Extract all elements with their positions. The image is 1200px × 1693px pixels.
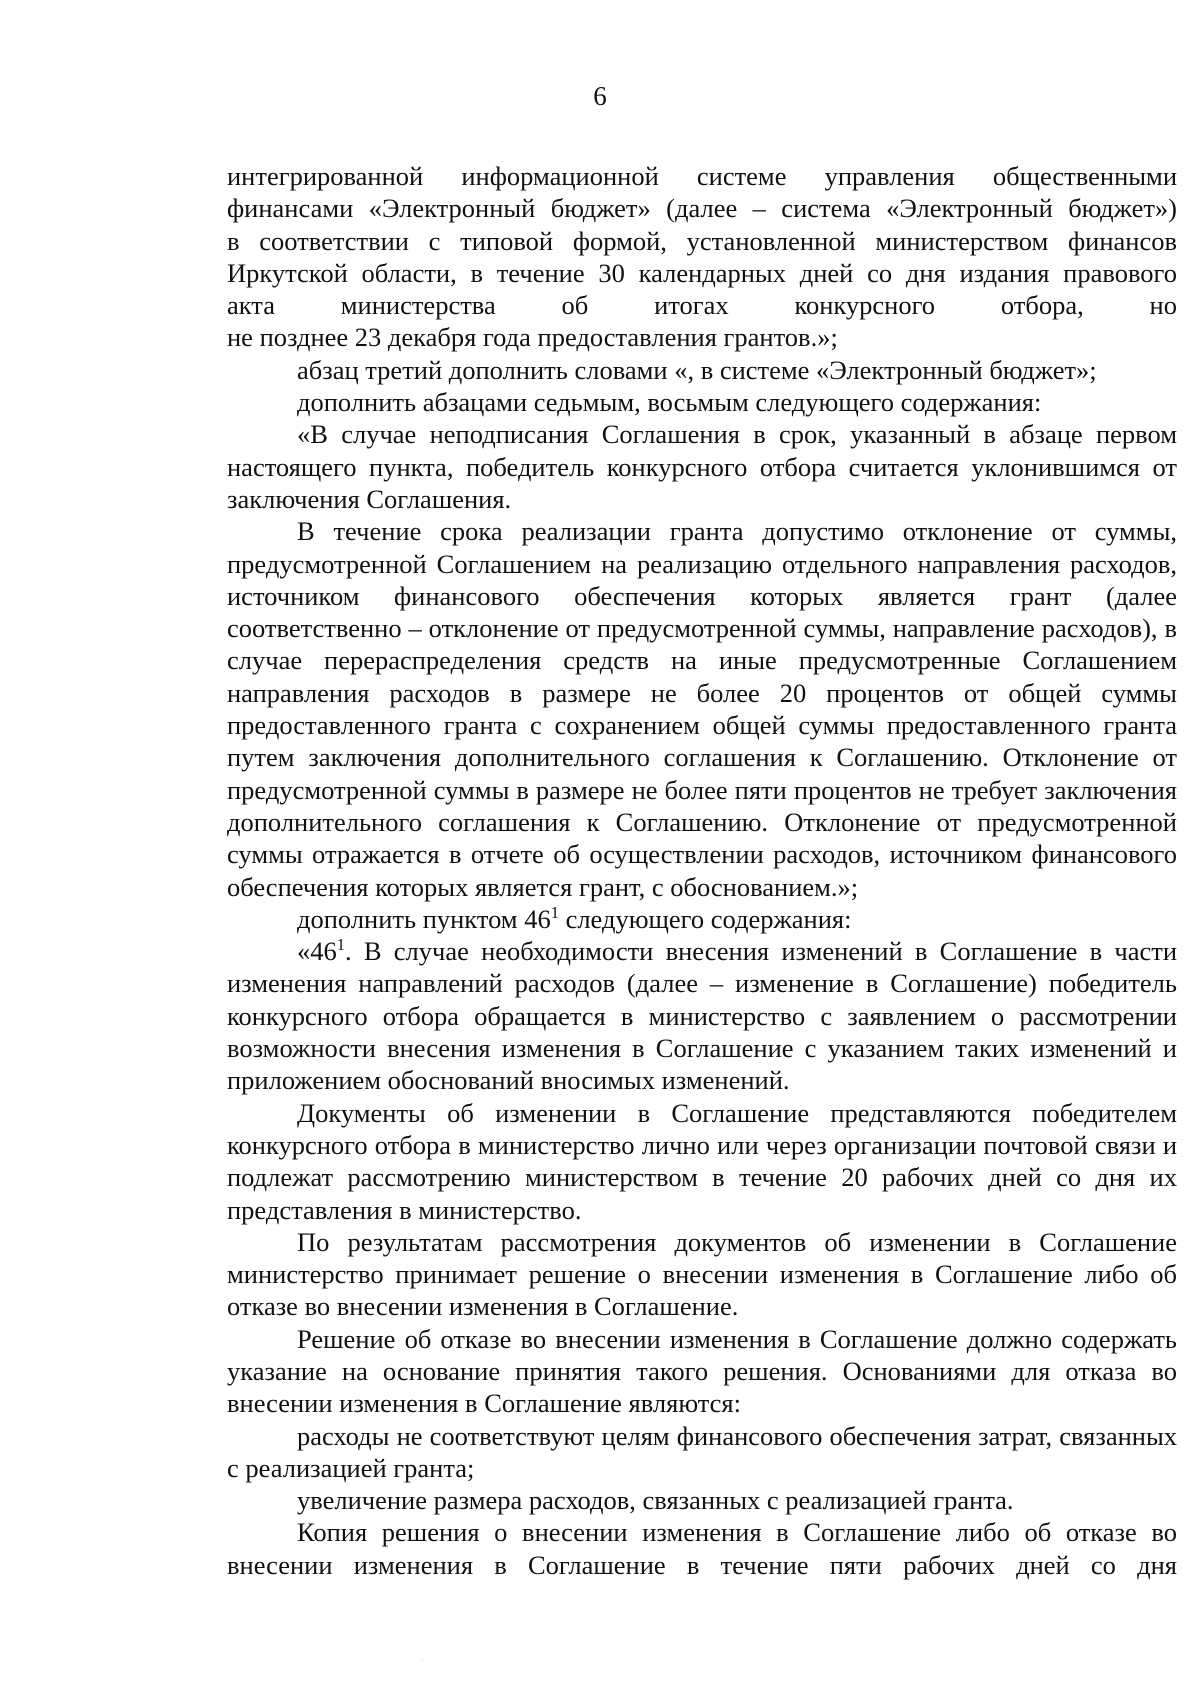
paragraph-text: дополнить пунктом 46 xyxy=(297,903,551,934)
paragraph: Документы об изменении в Соглашение представляются победителем конкурсного отбора в министерство лично или через организации почтовой связи и подлежат рассмотрению министерством в течение 20 рабочих дней со дня их представления в министерство. xyxy=(227,1097,1177,1225)
superscript: 1 xyxy=(550,902,559,922)
paragraph-text: . В случае необходимости внесения изменений в Соглашение в части изменения направлений расходов (далее – изменение в Соглашение) победитель конкурсного отбора обращается в министерство с заявлением о рассмотрении возможности внесения изменения в Соглашение с указанием таких изменений и приложением обоснований вносимых изменений. xyxy=(227,936,1177,1096)
text-line: акта министерства об итогах конкурсного отбора, но xyxy=(227,290,1177,321)
paragraph: дополнить абзацами седьмым, восьмым следующего содержания: xyxy=(297,387,1042,418)
paragraph-last: Копия решения о внесении изменения в Соглашение либо об отказе во внесении изменения в Соглашение в течение пяти рабочих дней со дня xyxy=(227,1517,1177,1580)
paragraph-text: «46 xyxy=(297,936,337,967)
paragraph-point-46-1 xyxy=(227,935,1177,1096)
document-body xyxy=(227,160,1177,1581)
text-line: Иркутской области, в течение 30 календарных дней со дня издания правового xyxy=(227,257,1177,288)
page-number: 6 xyxy=(593,81,607,111)
scan-speck xyxy=(422,1660,423,1661)
paragraph: «В случае неподписания Соглашения в срок, указанный в абзаце первом настоящего пункта, победитель конкурсного отбора считается уклонившимся от заключения Соглашения. xyxy=(227,419,1177,514)
paragraph: Решение об отказе во внесении изменения в Соглашение должно содержать указание на основание принятия такого решения. Основаниями для отказа во внесении изменения в Соглашение являются: xyxy=(227,1323,1177,1419)
superscript: 1 xyxy=(336,935,345,955)
text-line: интегрированной информационной системе управления общественными xyxy=(227,161,1177,191)
paragraph: расходы не соответствуют целям финансового обеспечения затрат, связанных с реализацией гранта; xyxy=(227,1420,1177,1483)
paragraph-text: следующего содержания: xyxy=(558,903,852,934)
text-line: финансами «Электронный бюджет» (далее – система «Электронный бюджет») xyxy=(227,193,1177,224)
text-line: не позднее 23 декабря года предоставления грантов.»; xyxy=(227,322,838,353)
paragraph: увеличение размера расходов, связанных с реализацией гранта. xyxy=(297,1485,1014,1516)
paragraph: По результатам рассмотрения документов об изменении в Соглашение министерство принимает решение о внесении изменения в Соглашение либо об отказе во внесении изменения в Соглашение. xyxy=(227,1226,1177,1322)
paragraph: абзац третий дополнить словами «, в системе «Электронный бюджет»; xyxy=(297,354,1097,385)
paragraph-add-point xyxy=(227,903,1177,935)
paragraph-continuation xyxy=(227,160,1177,354)
text-line: в соответствии с типовой формой, установленной министерством финансов xyxy=(227,225,1177,256)
paragraph: В течение срока реализации гранта допустимо отклонение от суммы, предусмотренной Соглашением на реализацию отдельного направления расходов, источником финансового обеспечения которых является грант (далее соответственно – отклонение от предусмотренной суммы, направление расходов), в случае перераспределения средств на иные предусмотренные Соглашением направления расходов в размере не более 20 процентов от общей суммы предоставленного гранта с сохранением общей суммы предоставленного гранта путем заключения дополнительного соглашения к Соглашению. Отклонение от предусмотренной суммы в размере не более пяти процентов не требует заключения дополнительного соглашения к Соглашению. Отклонение от предусмотренной суммы отражается в отчете об осуществлении расходов, источником финансового обеспечения которых является грант, с обоснованием.»; xyxy=(227,516,1177,902)
